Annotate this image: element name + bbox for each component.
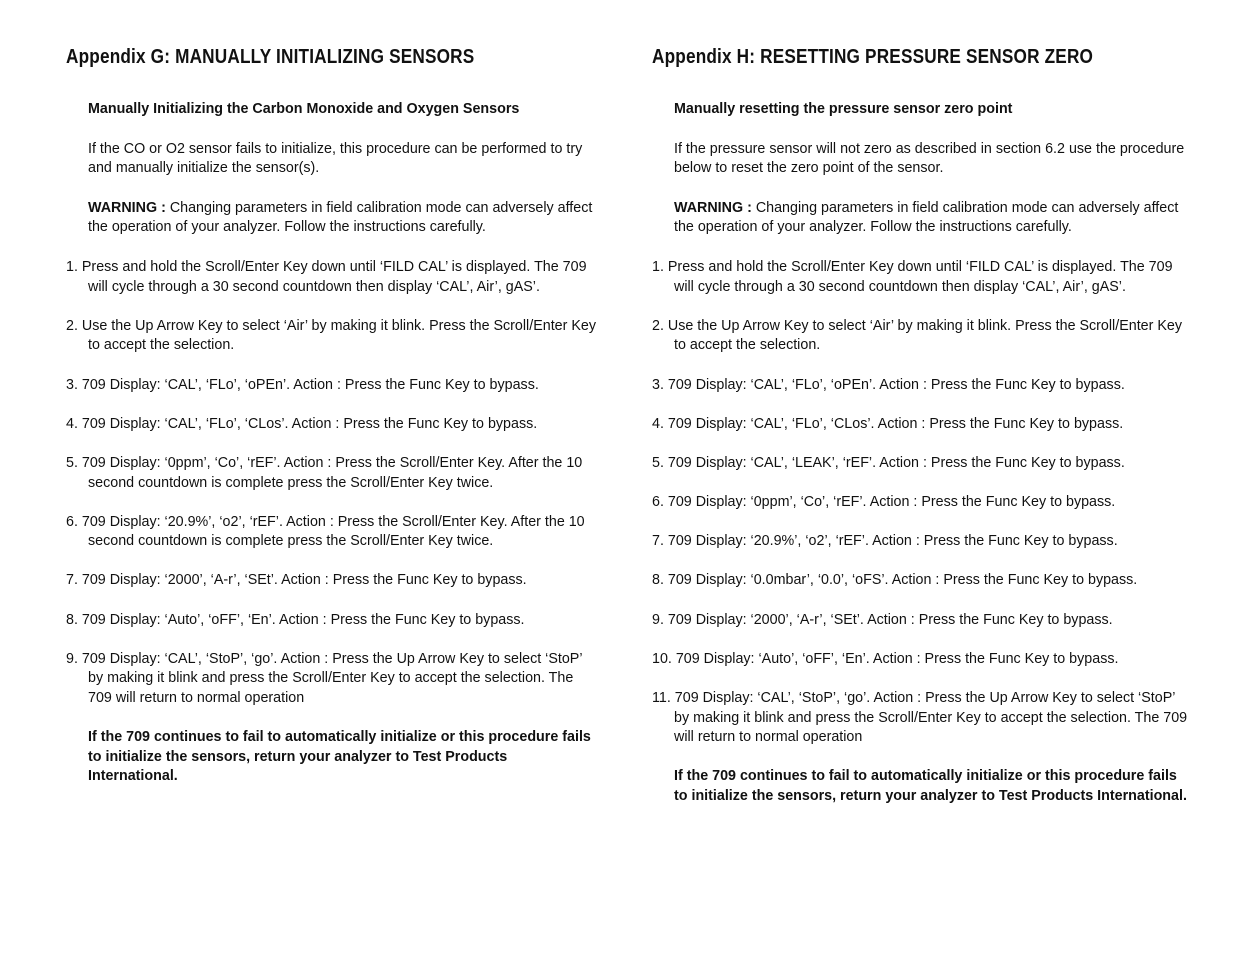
step-item: 11. 709 Display: ‘CAL’, ‘StoP’, ‘go’. Action : Press the Up Arrow Key to select ‘StoP’ by making it blink and press the Scroll/Enter Key to accept the selection. The 709 will return to normal operation xyxy=(652,690,1188,746)
appendix-h-body xyxy=(652,100,1192,807)
step-item: 3. 709 Display: ‘CAL’, ‘FLo’, ‘oPEn’. Action : Press the Func Key to bypass. xyxy=(652,376,1125,393)
step-item: 4. 709 Display: ‘CAL’, ‘FLo’, ‘CLos’. Action : Press the Func Key to bypass. xyxy=(66,415,538,432)
step-item: 1. Press and hold the Scroll/Enter Key down until ‘FILD CAL’ is displayed. The 709 will cycle through a 30 second countdown then display ‘CAL’, Air’, gAS’. xyxy=(66,258,587,295)
step-item: 7. 709 Display: ‘2000’, ‘A-r’, ‘SEt’. Action : Press the Func Key to bypass. xyxy=(66,572,527,589)
step-item: 8. 709 Display: ‘0.0mbar’, ‘0.0’, ‘oFS’. Action : Press the Func Key to bypass. xyxy=(652,572,1138,589)
step-item: 6. 709 Display: ‘0ppm’, ‘Co’, ‘rEF’. Action : Press the Func Key to bypass. xyxy=(652,494,1116,511)
warning-text: Changing parameters in field calibration mode can adversely affect the operation of your analyzer. Follow the instructions carefully. xyxy=(88,199,593,236)
step-item: 6. 709 Display: ‘20.9%’, ‘o2’, ‘rEF’. Action : Press the Scroll/Enter Key. After the 10 second countdown is complete press the Scroll/Enter Key twice. xyxy=(66,513,585,550)
step-item: 1. Press and hold the Scroll/Enter Key down until ‘FILD CAL’ is displayed. The 709 will cycle through a 30 second countdown then display ‘CAL’, Air’, gAS’. xyxy=(652,258,1173,295)
step-item: 9. 709 Display: ‘CAL’, ‘StoP’, ‘go’. Action : Press the Up Arrow Key to select ‘StoP’ by making it blink and press the Scroll/Enter Key to accept the selection. The 709 will return to normal operation xyxy=(66,650,582,707)
appendix-g-body xyxy=(66,100,596,787)
appendix-h-title: Appendix H: RESETTING PRESSURE SENSOR ZERO xyxy=(652,46,1094,68)
appendix-g-intro: If the CO or O2 sensor fails to initialize, this procedure can be performed to try and manually initialize the sensor(s). xyxy=(88,140,583,177)
appendix-h-steps xyxy=(652,258,1192,748)
step-item: 9. 709 Display: ‘2000’, ‘A-r’, ‘SEt’. Action : Press the Func Key to bypass. xyxy=(652,611,1113,628)
step-item: 10. 709 Display: ‘Auto’, ‘oFF’, ‘En’. Action : Press the Func Key to bypass. xyxy=(652,650,1119,667)
step-item: 2. Use the Up Arrow Key to select ‘Air’ by making it blink. Press the Scroll/Enter Key to accept the selection. xyxy=(652,317,1182,354)
appendix-g-subheading: Manually Initializing the Carbon Monoxide and Oxygen Sensors xyxy=(88,101,520,117)
step-item: 5. 709 Display: ‘CAL’, ‘LEAK’, ‘rEF’. Action : Press the Func Key to bypass. xyxy=(652,454,1125,471)
appendix-g-closing: If the 709 continues to fail to automatically initialize or this procedure fails to initialize the sensors, return your analyzer to Test Products International. xyxy=(88,729,591,785)
appendix-g-title: Appendix G: MANUALLY INITIALIZING SENSORS xyxy=(66,46,475,68)
appendix-h-closing: If the 709 continues to fail to automatically initialize or this procedure fails to initialize the sensors, return your analyzer to Test Products International. xyxy=(674,768,1187,804)
warning-label: WARNING : xyxy=(674,199,752,216)
warning-text: Changing parameters in field calibration mode can adversely affect the operation of your analyzer. Follow the instructions carefully. xyxy=(674,199,1179,236)
step-item: 3. 709 Display: ‘CAL’, ‘FLo’, ‘oPEn’. Action : Press the Func Key to bypass. xyxy=(66,376,539,393)
appendix-g-warning xyxy=(88,199,596,238)
appendix-h-intro: If the pressure sensor will not zero as described in section 6.2 use the procedure below to reset the zero point of the sensor. xyxy=(674,140,1185,177)
appendix-h-subheading: Manually resetting the pressure sensor zero point xyxy=(674,101,1013,117)
step-item: 5. 709 Display: ‘0ppm’, ‘Co’, ‘rEF’. Action : Press the Scroll/Enter Key. After the 10 second countdown is complete press the Scroll/Enter Key twice. xyxy=(66,454,583,491)
appendix-g-steps xyxy=(66,258,596,709)
appendix-h-warning xyxy=(674,199,1192,238)
step-item: 7. 709 Display: ‘20.9%’, ‘o2’, ‘rEF’. Action : Press the Func Key to bypass. xyxy=(652,533,1118,550)
warning-label: WARNING : xyxy=(88,199,166,216)
step-item: 2. Use the Up Arrow Key to select ‘Air’ by making it blink. Press the Scroll/Enter Key to accept the selection. xyxy=(66,317,596,354)
step-item: 4. 709 Display: ‘CAL’, ‘FLo’, ‘CLos’. Action : Press the Func Key to bypass. xyxy=(652,415,1124,432)
step-item: 8. 709 Display: ‘Auto’, ‘oFF’, ‘En’. Action : Press the Func Key to bypass. xyxy=(66,611,525,628)
